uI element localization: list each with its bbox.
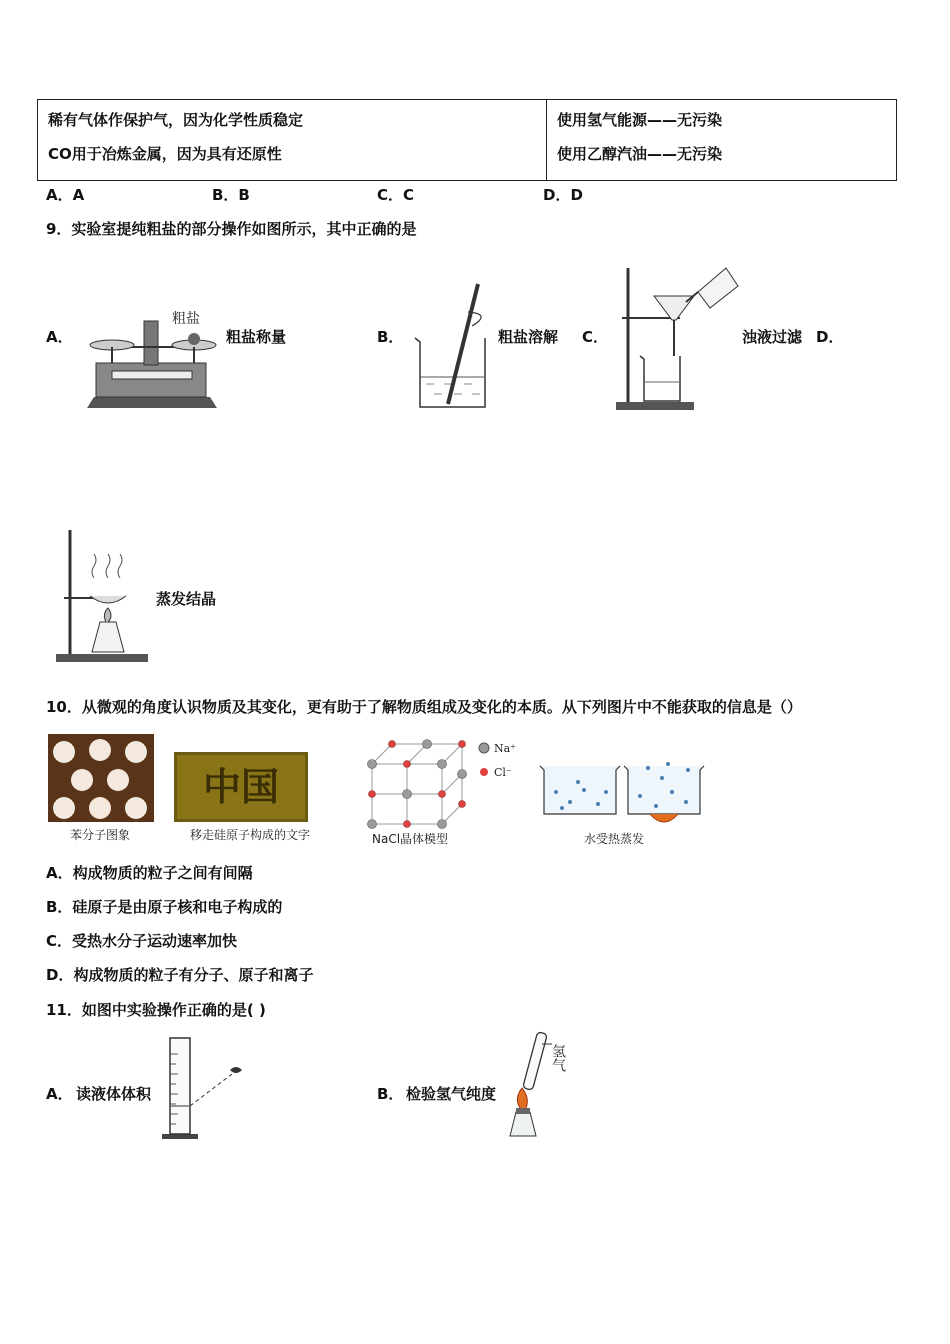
dissolving-beaker-figure xyxy=(410,282,495,412)
benzene-caption: 苯分子图象 xyxy=(70,828,131,842)
q11-stem: 11．如图中实验操作正确的是( ) xyxy=(46,1001,266,1019)
q9-option-b-caption: 粗盐溶解 xyxy=(498,328,559,346)
balance-figure xyxy=(82,305,222,413)
water-evaporation-image xyxy=(538,762,710,830)
q10-option-b: B．硅原子是由原子核和电子构成的 xyxy=(46,898,283,916)
q9-option-d-caption: 蒸发结晶 xyxy=(156,590,217,608)
q10-option-a: A．构成物质的粒子之间有间隔 xyxy=(46,864,253,882)
graduated-cylinder-figure xyxy=(158,1034,254,1142)
table-divider xyxy=(546,100,547,180)
evaporation-figure xyxy=(54,526,150,664)
q11-option-a-letter: A． xyxy=(46,1085,73,1103)
q8-option-c: C．C xyxy=(377,186,415,204)
nacl-caption: NaCl晶体模型 xyxy=(372,832,449,846)
q9-option-b-letter: B． xyxy=(377,328,404,346)
q10-option-d: D．构成物质的粒子有分子、原子和离子 xyxy=(46,966,314,984)
q10-option-c: C．受热水分子运动速率加快 xyxy=(46,932,238,950)
benzene-image xyxy=(48,734,154,822)
filtration-figure xyxy=(612,264,742,412)
q9-option-d-letter: D． xyxy=(816,328,844,346)
q9-option-c-letter: C． xyxy=(582,328,609,346)
q8-option-b: B．B xyxy=(212,186,250,204)
na-label: Na⁺ xyxy=(494,742,516,755)
table-left-row-2: CO用于冶炼金属，因为具有还原性 xyxy=(48,145,282,163)
q11-option-b-caption: 检验氢气纯度 xyxy=(406,1085,497,1103)
q8-option-d: D．D xyxy=(543,186,583,204)
q9-option-a-caption: 粗盐称量 xyxy=(226,328,287,346)
q8-option-a: A．A xyxy=(46,186,85,204)
q9-stem: 9．实验室提纯粗盐的部分操作如图所示，其中正确的是 xyxy=(46,220,417,238)
water-evaporation-caption: 水受热蒸发 xyxy=(584,832,645,846)
silicon-chars: 中国 xyxy=(202,765,280,809)
hydrogen-label: 氢气 xyxy=(550,1044,566,1072)
silicon-caption: 移走硅原子构成的文字 xyxy=(190,828,311,842)
table-left-row-1: 稀有气体作保护气，因为化学性质稳定 xyxy=(48,111,304,129)
cl-label: Cl⁻ xyxy=(494,766,512,779)
table-right-row-2: 使用乙醇汽油——无污染 xyxy=(557,145,723,163)
nacl-crystal-image xyxy=(362,734,522,832)
q11-option-a-caption: 读液体体积 xyxy=(76,1085,152,1103)
q10-stem: 10．从微观的角度认识物质及其变化，更有助于了解物质组成及变化的本质。从下列图片中不能获取的信息是（） xyxy=(46,698,802,716)
q11-option-b-letter: B． xyxy=(377,1085,404,1103)
q9-option-c-caption: 浊液过滤 xyxy=(742,328,803,346)
table-right-row-1: 使用氢气能源——无污染 xyxy=(557,111,723,129)
q9-option-a-letter: A． xyxy=(46,328,73,346)
silicon-atoms-image xyxy=(174,752,308,822)
answer-table xyxy=(37,99,897,181)
coarse-salt-label: 粗盐 xyxy=(172,311,200,327)
